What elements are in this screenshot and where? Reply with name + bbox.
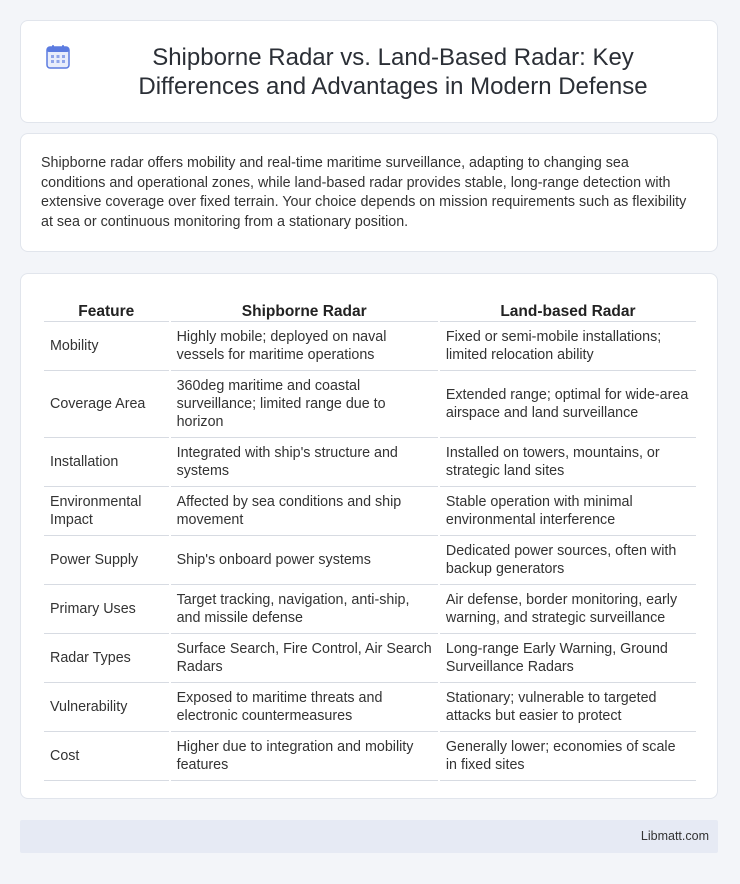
land-based-cell: Stationary; vulnerable to targeted attacks but easier to protect xyxy=(440,683,696,732)
table-row xyxy=(44,536,696,585)
shipborne-cell: Exposed to maritime threats and electronic countermeasures xyxy=(171,683,438,732)
table-row xyxy=(44,683,696,732)
comparison-card xyxy=(20,273,718,799)
feature-cell: Vulnerability xyxy=(44,683,169,732)
table-row xyxy=(44,487,696,536)
header-land-based: Land-based Radar xyxy=(440,296,696,322)
table-row xyxy=(44,438,696,487)
header-feature: Feature xyxy=(44,296,169,322)
shipborne-cell: Higher due to integration and mobility features xyxy=(171,732,438,781)
feature-cell: Installation xyxy=(44,438,169,487)
shipborne-cell: Highly mobile; deployed on naval vessels for maritime operations xyxy=(171,322,438,371)
calendar-icon xyxy=(45,44,71,70)
land-based-cell: Dedicated power sources, often with backup generators xyxy=(440,536,696,585)
comparison-table xyxy=(42,296,698,781)
footer-brand[interactable]: Libmatt.com xyxy=(640,829,709,843)
shipborne-cell: Integrated with ship's structure and systems xyxy=(171,438,438,487)
land-based-cell: Air defense, border monitoring, early warning, and strategic surveillance xyxy=(440,585,696,634)
feature-cell: Cost xyxy=(44,732,169,781)
land-based-cell: Installed on towers, mountains, or strategic land sites xyxy=(440,438,696,487)
land-based-cell: Long-range Early Warning, Ground Surveillance Radars xyxy=(440,634,696,683)
shipborne-cell: Affected by sea conditions and ship movement xyxy=(171,487,438,536)
land-based-cell: Fixed or semi-mobile installations; limited relocation ability xyxy=(440,322,696,371)
table-header-row xyxy=(44,296,696,322)
table-row xyxy=(44,732,696,781)
table-row xyxy=(44,634,696,683)
summary-text: Shipborne radar offers mobility and real-time maritime surveillance, adapting to changing sea conditions and operational zones, while land-based radar provides stable, long-range detection with extensive coverage over fixed terrain. Your choice depends on mission requirements such as flexibility at sea or continuous monitoring from a stationary position. xyxy=(41,155,687,230)
summary-card xyxy=(20,133,718,252)
header-card xyxy=(20,20,718,123)
feature-cell: Primary Uses xyxy=(44,585,169,634)
feature-cell: Coverage Area xyxy=(44,371,169,438)
shipborne-cell: Ship's onboard power systems xyxy=(171,536,438,585)
footer-bar xyxy=(20,820,718,853)
land-based-cell: Extended range; optimal for wide-area airspace and land surveillance xyxy=(440,371,696,438)
table-row xyxy=(44,322,696,371)
feature-cell: Power Supply xyxy=(44,536,169,585)
feature-cell: Mobility xyxy=(44,322,169,371)
page-title: Shipborne Radar vs. Land-Based Radar: Key Differences and Advantages in Modern Defense xyxy=(138,43,648,100)
shipborne-cell: 360deg maritime and coastal surveillance; limited range due to horizon xyxy=(171,371,438,438)
shipborne-cell: Surface Search, Fire Control, Air Search Radars xyxy=(171,634,438,683)
shipborne-cell: Target tracking, navigation, anti-ship, and missile defense xyxy=(171,585,438,634)
feature-cell: Environmental Impact xyxy=(44,487,169,536)
feature-cell: Radar Types xyxy=(44,634,169,683)
header-shipborne: Shipborne Radar xyxy=(171,296,438,322)
table-row xyxy=(44,585,696,634)
land-based-cell: Stable operation with minimal environmental interference xyxy=(440,487,696,536)
table-row xyxy=(44,371,696,438)
land-based-cell: Generally lower; economies of scale in fixed sites xyxy=(440,732,696,781)
